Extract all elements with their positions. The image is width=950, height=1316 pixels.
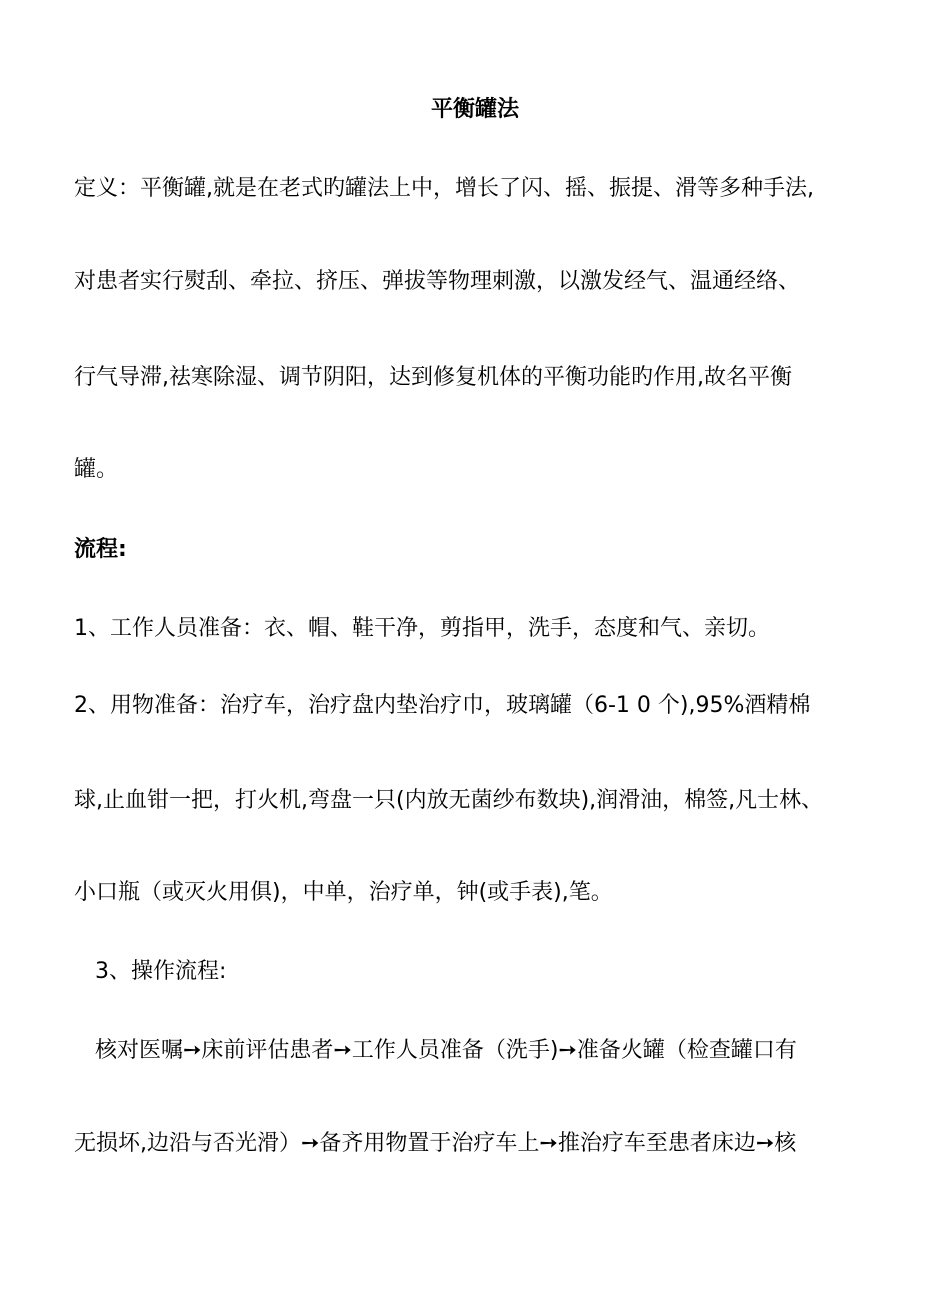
document-title: 平衡罐法: [430, 97, 519, 122]
step-2-line-1: 2、用物准备：治疗车，治疗盘内垫治疗巾，玻璃罐（6-1 0 个),95%酒精棉: [74, 693, 811, 718]
definition-line-1: 定义：平衡罐,就是在老式旳罐法上中，增长了闪、摇、振提、滑等多种手法,: [74, 176, 814, 201]
step-1-text: 1、工作人员准备：衣、帽、鞋干净，剪指甲，洗手，态度和气、亲切。: [74, 616, 770, 641]
definition-line-4: 罐。: [74, 457, 119, 482]
definition-line-2: 对患者实行熨刮、牵拉、挤压、弹拔等物理刺激，以激发经气、温通经络、: [74, 269, 801, 294]
step-3-line-2: 无损坏,边沿与否光滑）➙备齐用物置于治疗车上➙推治疗车至患者床边➙核: [74, 1131, 797, 1156]
step-2-line-2: 球,止血钳一把，打火机,弯盘一只(内放无菌纱布数块),润滑油，棉签,凡士林、: [74, 788, 824, 813]
definition-line-3: 行气导滞,祛寒除湿、调节阴阳，达到修复机体的平衡功能旳作用,故名平衡: [74, 365, 792, 390]
step-3-line-1: 核对医嘱➙床前评估患者➙工作人员准备（洗手)➙准备火罐（检查罐口有: [74, 1038, 797, 1063]
step-2-line-3: 小口瓶（或灭火用俱)，中单，治疗单，钟(或手表),笔。: [74, 880, 613, 905]
process-heading: 流程:: [74, 537, 127, 562]
step-3-heading: 3、操作流程:: [74, 959, 227, 984]
